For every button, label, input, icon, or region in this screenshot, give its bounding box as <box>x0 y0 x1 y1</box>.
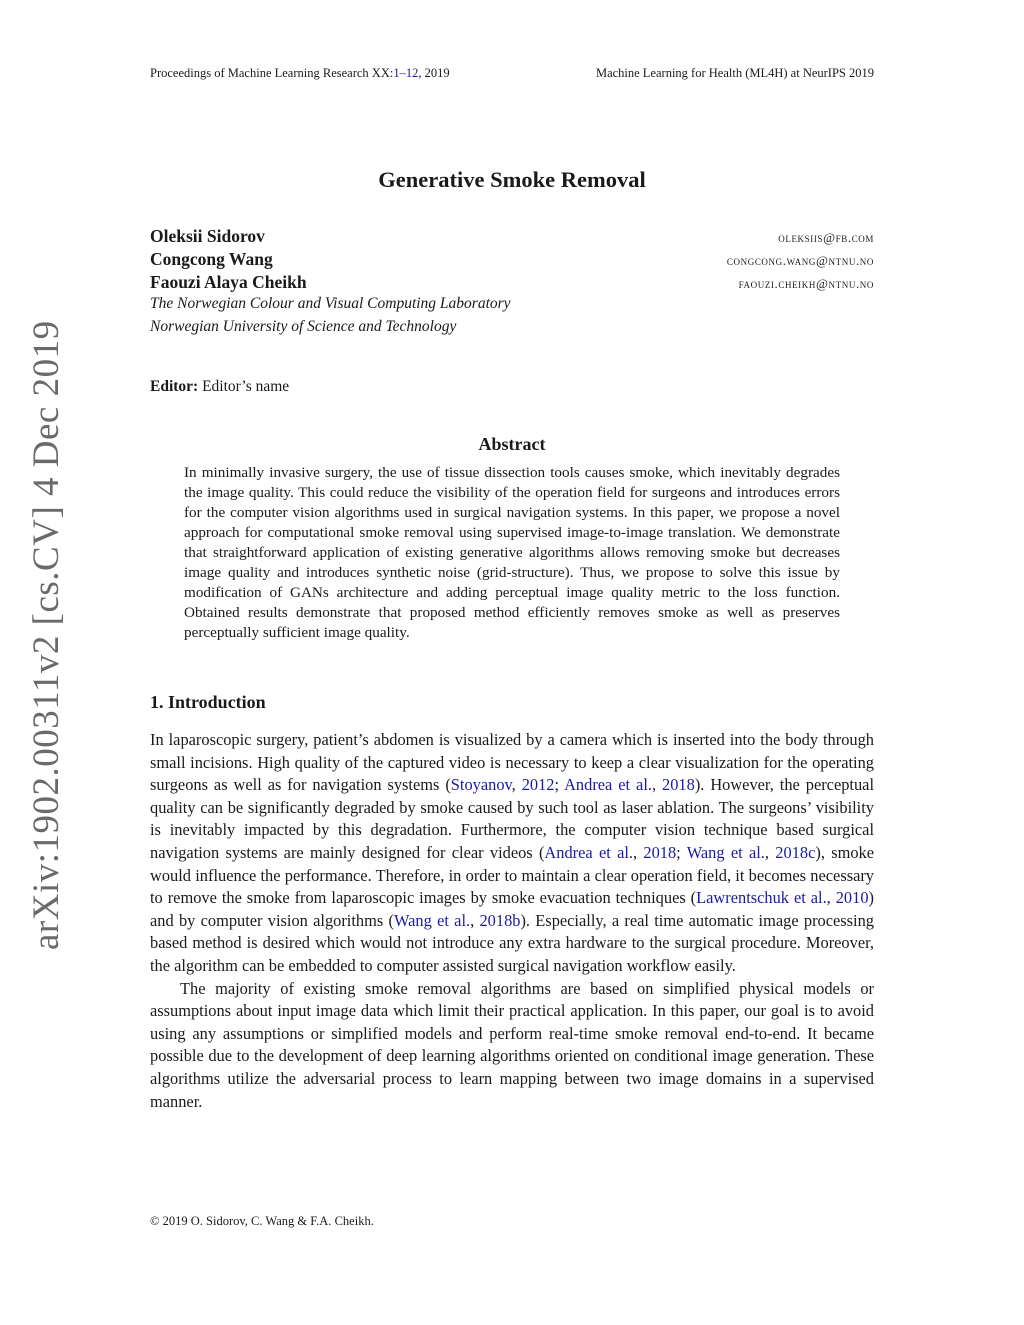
citation-year-link[interactable]: 2018 <box>662 775 695 795</box>
citation-year-link[interactable]: 2018 <box>643 842 677 862</box>
affiliation-line: The Norwegian Colour and Visual Computing Laboratory <box>150 295 511 312</box>
intro-paragraph: In laparoscopic surgery, patient’s abdomen is visualized by a camera which is inserted into the body through small incisions. High quality of the captured video is necessary to keep a clear visualization for the operating surgeons as well as for navigation systems (Stoyanov, 2012; Andrea et al., 2018). However, the perceptual quality can be significantly degraded by smoke caused by such tool as laser ablation. The surgeons’ visibility is inevitably impacted by this degradation. Furthermore, the computer vision technique based surgical navigation systems are mainly designed for clear videos (Andrea et al., 2018; Wang et al., 2018c), smoke would influence the performance. Therefore, in order to maintain a clear operation field, it becomes necessary to remove the smoke from laparoscopic images by smoke evacuation techniques (Lawrentschuk et al., 2010) and by computer vision algorithms (Wang et al., 2018b). Especially, a real time automatic image processing based method is desired which would not introduce any extra hardware to the surgical procedure. Moreover, the algorithm can be embedded to computer assisted surgical navigation workflow easily. <box>150 730 874 975</box>
author-email: oleksiis@fb.com <box>778 230 874 245</box>
page-range-link[interactable]: 1–12 <box>393 66 419 80</box>
citation-year-link[interactable]: 2018c <box>775 842 816 862</box>
author-email: faouzi.cheikh@ntnu.no <box>738 276 874 291</box>
author-row <box>150 249 874 272</box>
editor-line <box>150 378 289 396</box>
copyright-footer: © 2019 O. Sidorov, C. Wang & F.A. Cheikh. <box>150 1214 374 1228</box>
author-name: Congcong Wang <box>150 249 273 269</box>
citation-link[interactable]: Stoyanov <box>450 775 512 795</box>
paper-title: Generative Smoke Removal <box>378 167 646 192</box>
abstract-text: In minimally invasive surgery, the use of tissue dissection tools causes smoke, which inevitably degrades the image quality. This could reduce the visibility of the operation field for surgeons and introduces errors for the computer vision algorithms used in surgical navigation systems. In this paper, we propose a novel approach for computational smoke removal using supervised image-to-image translation. We demonstrate that straightforward application of existing generative algorithms allows removing smoke but decreases image quality and introduces synthetic noise (grid-structure). Thus, we propose to solve this issue by modification of GANs architecture and adding perceptual image quality metric to the loss function. Obtained results demonstrate that proposed method efficiently removes smoke as well as preserves perceptually sufficient image quality. <box>184 464 840 641</box>
editor-name: Editor’s name <box>202 378 290 395</box>
citation-year-link[interactable]: 2012 <box>521 775 555 795</box>
intro-body <box>150 729 874 1113</box>
author-name: Oleksii Sidorov <box>150 226 265 246</box>
running-head-right: Machine Learning for Health (ML4H) at NeurIPS 2019 <box>595 66 874 80</box>
citation-link[interactable]: Lawrentschuk et al. <box>696 888 827 908</box>
editor-label: Editor: <box>150 378 199 395</box>
author-row <box>150 226 874 249</box>
affiliation-line: Norwegian University of Science and Technology <box>150 318 457 335</box>
citation-link[interactable]: Wang et al. <box>393 910 471 930</box>
section-heading: 1. Introduction <box>150 692 266 712</box>
citation-link[interactable]: Andrea et al. <box>564 775 652 795</box>
running-head <box>150 66 874 81</box>
author-name: Faouzi Alaya Cheikh <box>150 272 307 292</box>
author-email: congcong.wang@ntnu.no <box>726 253 874 268</box>
author-row <box>150 272 874 295</box>
citation-year-link[interactable]: 2010 <box>835 888 869 908</box>
running-head-left: Proceedings of Machine Learning Research XX:1–12, 2019 <box>150 66 450 80</box>
citation-year-link[interactable]: 2018b <box>479 910 521 930</box>
arxiv-stamp: arXiv:1902.00311v2 [cs.CV] 4 Dec 2019 <box>26 320 67 950</box>
intro-paragraph: The majority of existing smoke removal algorithms are based on simplified physical models or assumptions about input image data which limit their practical application. In this paper, our goal is to avoid using any assumptions or simplified models and perform real-time smoke removal end-to-end. It became possible due to the development of deep learning algorithms oriented on conditional image generation. These algorithms utilize the adversarial process to learn mapping between two image domains in a supervised manner. <box>150 978 874 1111</box>
citation-link[interactable]: Andrea et al. <box>544 842 633 862</box>
author-block <box>150 226 874 341</box>
abstract-heading: Abstract <box>478 434 546 454</box>
citation-link[interactable]: Wang et al. <box>686 842 765 862</box>
